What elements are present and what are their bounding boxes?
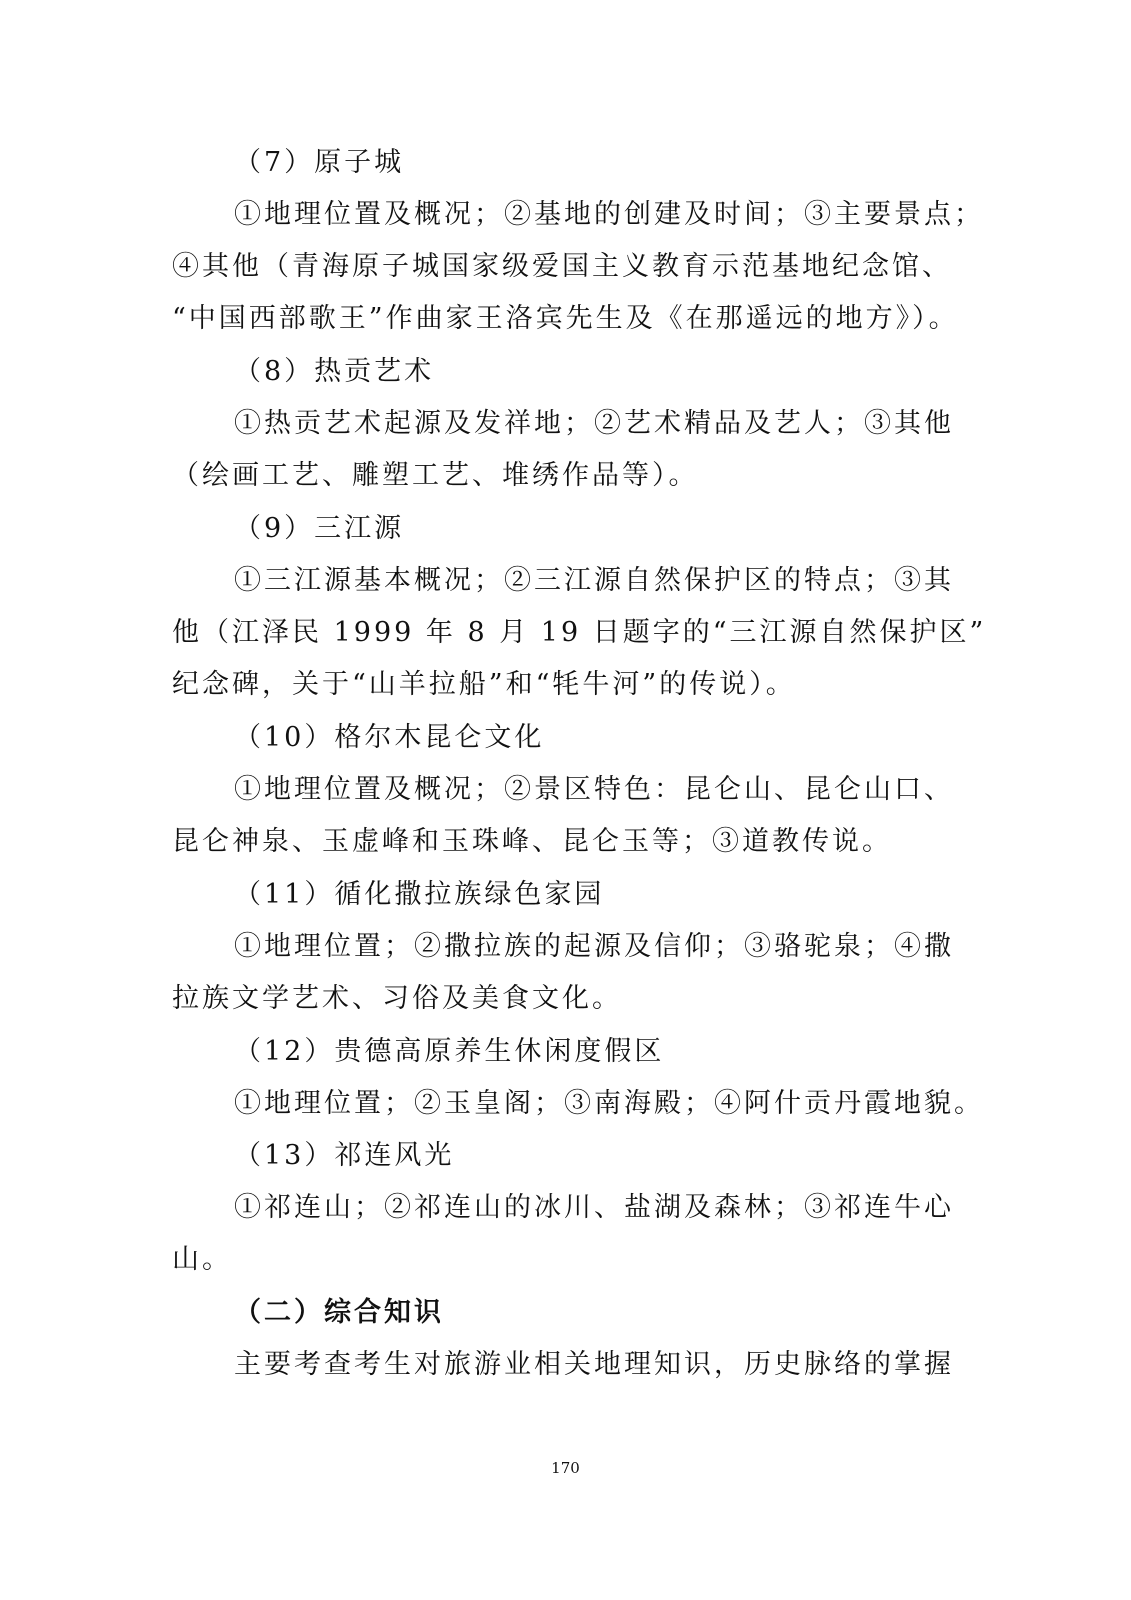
paragraph-line: ①三江源基本概况；②三江源自然保护区的特点；③其 (234, 565, 954, 596)
page-number: 170 (551, 1459, 580, 1477)
paragraph-line: 纪念碑，关于“山羊拉船”和“牦牛河”的传说）。 (172, 669, 796, 700)
paragraph-line: 拉族文学艺术、习俗及美食文化。 (172, 983, 622, 1014)
section-heading-7: （7）原子城 (234, 147, 405, 178)
section-heading-9: （9）三江源 (234, 513, 405, 544)
section-heading-comprehensive-knowledge: （二）综合知识 (234, 1297, 444, 1328)
paragraph-line: 他（江泽民 1999 年 8 月 19 日题字的“三江源自然保护区” (172, 617, 987, 648)
paragraph-line: 山。 (172, 1244, 232, 1275)
paragraph-line: ①地理位置及概况；②景区特色：昆仑山、昆仑山口、 (234, 774, 954, 805)
paragraph-line: “中国西部歌王”作曲家王洛宾先生及《在那遥远的地方》）。 (172, 303, 959, 334)
paragraph-line: ①地理位置；②撒拉族的起源及信仰；③骆驼泉；④撒 (234, 931, 954, 962)
section-heading-13: （13）祁连风光 (234, 1140, 455, 1171)
paragraph-line: ④其他（青海原子城国家级爱国主义教育示范基地纪念馆、 (172, 251, 952, 282)
paragraph-line: ①热贡艺术起源及发祥地；②艺术精品及艺人；③其他 (234, 408, 954, 439)
paragraph-line: ①地理位置；②玉皇阁；③南海殿；④阿什贡丹霞地貌。 (234, 1088, 984, 1119)
paragraph-line: 主要考查考生对旅游业相关地理知识，历史脉络的掌握 (234, 1349, 954, 1380)
section-heading-10: （10）格尔木昆仑文化 (234, 722, 545, 753)
section-heading-8: （8）热贡艺术 (234, 356, 435, 387)
section-heading-12: （12）贵德高原养生休闲度假区 (234, 1036, 665, 1067)
paragraph-line: （绘画工艺、雕塑工艺、堆绣作品等）。 (172, 460, 699, 491)
section-heading-11: （11）循化撒拉族绿色家园 (234, 879, 605, 910)
paragraph-line: ①祁连山；②祁连山的冰川、盐湖及森林；③祁连牛心 (234, 1192, 954, 1223)
paragraph-line: ①地理位置及概况；②基地的创建及时间；③主要景点； (234, 199, 984, 230)
paragraph-line: 昆仑神泉、玉虚峰和玉珠峰、昆仑玉等；③道教传说。 (172, 826, 892, 857)
